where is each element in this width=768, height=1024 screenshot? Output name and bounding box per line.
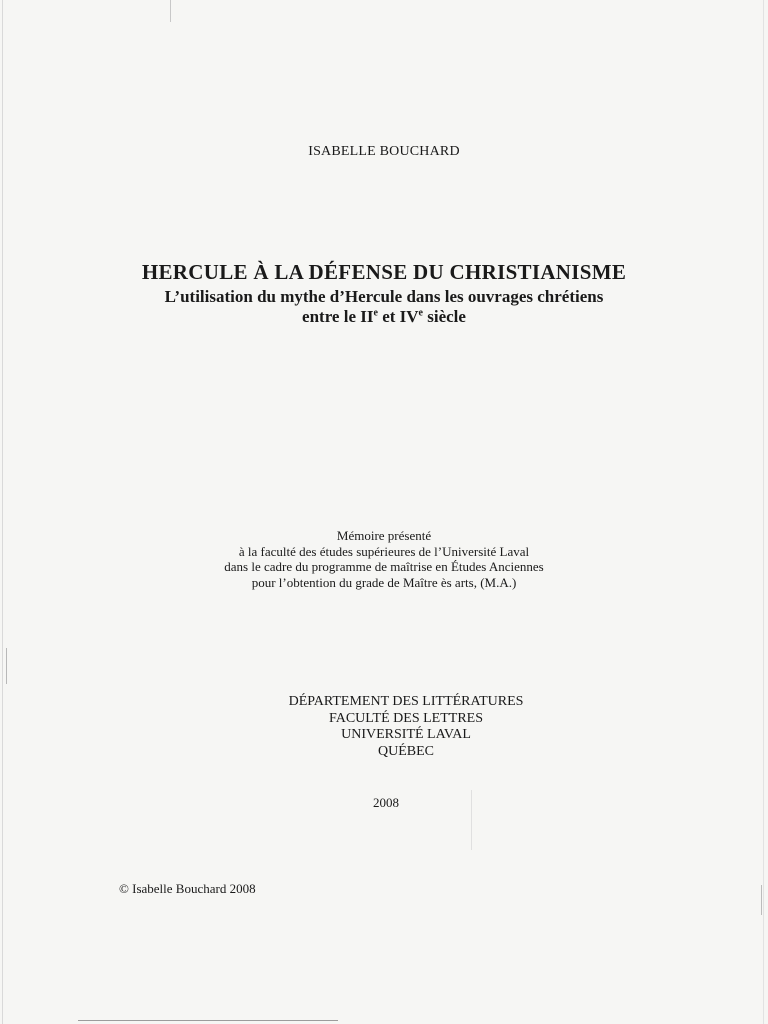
department-line: DÉPARTEMENT DES LITTÉRATURES [288, 694, 524, 709]
subtitle-superscript-1: e [373, 307, 378, 319]
memoir-statement [0, 528, 768, 590]
thesis-title: HERCULE À LA DÉFENSE DU CHRISTIANISME [141, 260, 627, 284]
scan-artifact-top [170, 0, 171, 22]
subtitle-line-2-middle: et IV [377, 307, 419, 326]
subtitle-line-2-suffix: siècle [423, 307, 466, 326]
scan-artifact-bottom-line [78, 1020, 338, 1021]
department-line: UNIVERSITÉ LAVAL [341, 727, 471, 742]
memoir-line: dans le cadre du programme de maîtrise en Études Anciennes [224, 559, 544, 574]
scan-artifact-right-mark [761, 885, 762, 915]
scan-artifact-left-mark [6, 648, 7, 684]
thesis-subtitle [0, 287, 768, 327]
department-block [0, 694, 768, 760]
subtitle-line-1: L’utilisation du mythe d’Hercule dans les ouvrages chrétiens [164, 287, 604, 306]
department-line: QUÉBEC [378, 743, 434, 759]
memoir-line: Mémoire présenté [336, 528, 432, 543]
department-line: FACULTÉ DES LETTRES [328, 710, 483, 726]
author-name: ISABELLE BOUCHARD [308, 144, 460, 159]
copyright-notice: © Isabelle Bouchard 2008 [119, 881, 256, 896]
memoir-line: pour l’obtention du grade de Maître ès arts, (M.A.) [251, 574, 517, 590]
subtitle-superscript-2: e [418, 307, 423, 319]
subtitle-line-2 [0, 307, 768, 327]
subtitle-line-2-prefix: entre le II [302, 307, 374, 326]
memoir-line: à la faculté des études supérieures de l’Université Laval [238, 543, 530, 559]
year: 2008 [373, 795, 399, 810]
